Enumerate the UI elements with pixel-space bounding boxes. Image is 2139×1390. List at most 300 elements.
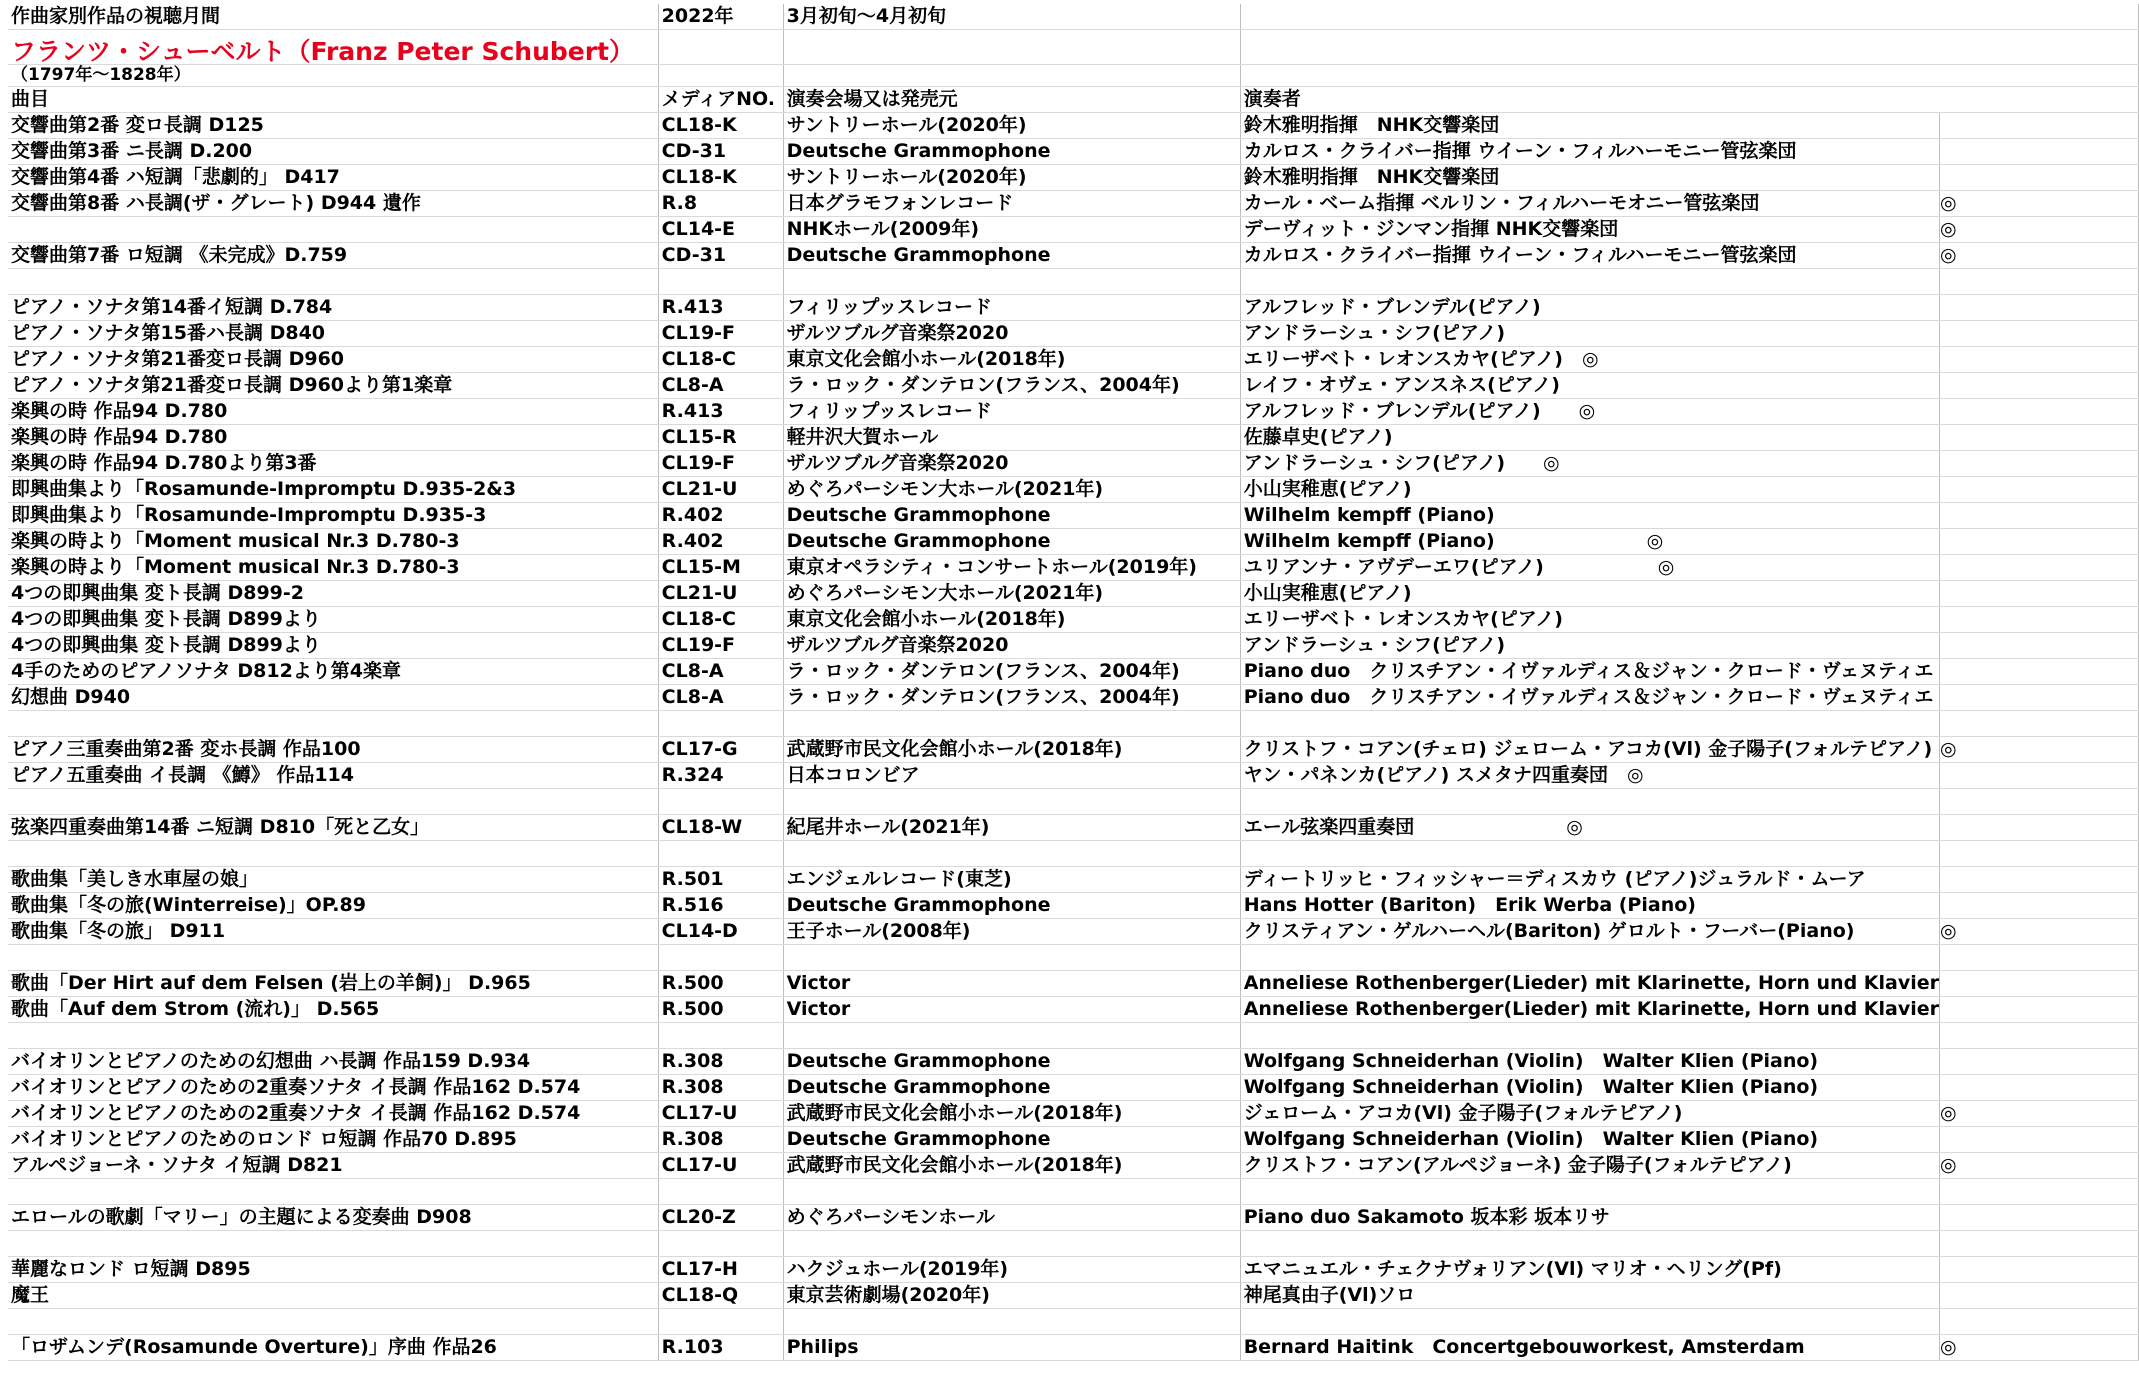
work-cell[interactable]: バイオリンとピアノのための幻想曲 ハ長調 作品159 D.934 xyxy=(8,1049,658,1075)
performer-cell[interactable]: Wolfgang Schneiderhan (Violin) Walter Klien (Piano) xyxy=(1240,1127,1939,1153)
rating-mark-cell[interactable] xyxy=(1940,399,2139,425)
venue-cell[interactable]: ハクジュホール(2019年) xyxy=(783,1257,1240,1283)
media-cell[interactable]: R.500 xyxy=(658,971,783,997)
rating-mark-cell[interactable] xyxy=(1940,841,2139,867)
rating-mark-cell[interactable] xyxy=(1940,1023,2139,1049)
media-cell[interactable]: CL17-G xyxy=(658,737,783,763)
empty-cell[interactable] xyxy=(1240,4,2138,30)
venue-cell[interactable]: 武蔵野市民文化会館小ホール(2018年) xyxy=(783,1153,1240,1179)
rating-mark-cell[interactable] xyxy=(1940,425,2139,451)
venue-cell[interactable]: エンジェルレコード(東芝) xyxy=(783,867,1240,893)
rating-mark-cell[interactable] xyxy=(1940,139,2139,165)
venue-cell[interactable]: ラ・ロック・ダンテロン(フランス、2004年) xyxy=(783,373,1240,399)
work-cell[interactable]: 交響曲第4番 ハ短調「悲劇的」 D417 xyxy=(8,165,658,191)
venue-cell[interactable]: Victor xyxy=(783,997,1240,1023)
work-cell[interactable]: バイオリンとピアノのためのロンド ロ短調 作品70 D.895 xyxy=(8,1127,658,1153)
performer-cell[interactable]: カール・ベーム指揮 ベルリン・フィルハーモオニー管弦楽団 xyxy=(1240,191,1939,217)
work-cell[interactable] xyxy=(8,789,658,815)
media-cell[interactable]: CL19-F xyxy=(658,633,783,659)
media-cell[interactable]: R.308 xyxy=(658,1049,783,1075)
empty-cell[interactable] xyxy=(658,65,783,87)
table-row xyxy=(8,997,2139,1023)
performer-cell[interactable]: アルフレッド・ブレンデル(ピアノ) ◎ xyxy=(1240,399,1939,425)
venue-cell[interactable] xyxy=(783,1309,1240,1335)
media-cell[interactable]: CL20-Z xyxy=(658,1205,783,1231)
work-cell[interactable]: バイオリンとピアノのための2重奏ソナタ イ長調 作品162 D.574 xyxy=(8,1101,658,1127)
work-cell[interactable] xyxy=(8,711,658,737)
spreadsheet-table xyxy=(8,4,2139,1361)
media-cell[interactable]: CL18-K xyxy=(658,113,783,139)
venue-cell[interactable] xyxy=(783,269,1240,295)
performer-cell[interactable] xyxy=(1240,1023,1939,1049)
work-cell[interactable]: 歌曲「Der Hirt auf dem Felsen (岩上の羊飼)」 D.965 xyxy=(8,971,658,997)
media-cell[interactable]: CL18-K xyxy=(658,165,783,191)
work-cell[interactable]: 4つの即興曲集 変ト長調 D899-2 xyxy=(8,581,658,607)
venue-cell[interactable]: Deutsche Grammophone xyxy=(783,243,1240,269)
table-row xyxy=(8,919,2139,945)
table-row xyxy=(8,1231,2139,1257)
venue-cell[interactable]: めぐろパーシモン大ホール(2021年) xyxy=(783,477,1240,503)
rating-mark-cell[interactable] xyxy=(1940,269,2139,295)
work-cell[interactable]: 歌曲「Auf dem Strom (流れ)」 D.565 xyxy=(8,997,658,1023)
venue-cell[interactable] xyxy=(783,711,1240,737)
media-cell[interactable]: CL21-U xyxy=(658,581,783,607)
sheet-header-row xyxy=(8,4,2139,30)
rating-mark-cell[interactable] xyxy=(1940,789,2139,815)
media-cell[interactable]: R.402 xyxy=(658,503,783,529)
rating-mark-cell[interactable] xyxy=(1940,373,2139,399)
table-row xyxy=(8,1309,2139,1335)
performer-cell[interactable]: カルロス・クライバー指揮 ウイーン・フィルハーモニー管弦楽団 xyxy=(1240,139,1939,165)
rating-mark-cell[interactable]: ◎ xyxy=(1940,1335,2139,1361)
work-cell[interactable]: エロールの歌劇「マリー」の主題による変奏曲 D908 xyxy=(8,1205,658,1231)
venue-cell[interactable]: ザルツブルグ音楽祭2020 xyxy=(783,321,1240,347)
rating-mark-cell[interactable] xyxy=(1940,1075,2139,1101)
work-cell[interactable]: ピアノ三重奏曲第2番 変ホ長調 作品100 xyxy=(8,737,658,763)
performer-cell[interactable]: クリスティアン・ゲルハーヘル(Bariton) ゲロルト・フーバー(Piano) xyxy=(1240,919,1939,945)
table-row xyxy=(8,841,2139,867)
venue-cell[interactable] xyxy=(783,945,1240,971)
table-row xyxy=(8,893,2139,919)
table-row xyxy=(8,1075,2139,1101)
media-cell[interactable]: CD-31 xyxy=(658,139,783,165)
performer-cell[interactable]: クリストフ・コアン(チェロ) ジェローム・アコカ(Vl) 金子陽子(フォルテピアノ) xyxy=(1240,737,1939,763)
venue-cell[interactable]: 日本コロンビア xyxy=(783,763,1240,789)
rating-mark-cell[interactable]: ◎ xyxy=(1940,243,2139,269)
media-cell[interactable]: CL18-C xyxy=(658,607,783,633)
performer-cell[interactable]: Wolfgang Schneiderhan (Violin) Walter Klien (Piano) xyxy=(1240,1075,1939,1101)
performer-cell[interactable]: アンドラーシュ・シフ(ピアノ) ◎ xyxy=(1240,451,1939,477)
rating-mark-cell[interactable] xyxy=(1940,607,2139,633)
rating-mark-cell[interactable]: ◎ xyxy=(1940,191,2139,217)
table-row xyxy=(8,763,2139,789)
table-row xyxy=(8,425,2139,451)
rating-mark-cell[interactable] xyxy=(1940,711,2139,737)
work-cell[interactable]: 「ロザムンデ(Rosamunde Overture)」序曲 作品26 xyxy=(8,1335,658,1361)
work-cell[interactable]: 弦楽四重奏曲第14番 ニ短調 D810「死と乙女」 xyxy=(8,815,658,841)
work-cell[interactable]: 楽興の時 作品94 D.780 xyxy=(8,425,658,451)
work-cell[interactable]: 楽興の時より「Moment musical Nr.3 D.780-3 xyxy=(8,529,658,555)
media-cell[interactable] xyxy=(658,711,783,737)
work-cell[interactable] xyxy=(8,1179,658,1205)
venue-cell[interactable] xyxy=(783,1179,1240,1205)
work-cell[interactable]: 楽興の時より「Moment musical Nr.3 D.780-3 xyxy=(8,555,658,581)
rating-mark-cell[interactable]: ◎ xyxy=(1940,1101,2139,1127)
work-cell[interactable]: 楽興の時 作品94 D.780 xyxy=(8,399,658,425)
performer-cell[interactable]: Wilhelm kempff (Piano) xyxy=(1240,503,1939,529)
rating-mark-cell[interactable] xyxy=(1940,867,2139,893)
performer-cell[interactable]: Anneliese Rothenberger(Lieder) mit Klarinette, Horn und Klavier xyxy=(1240,971,1939,997)
performer-cell[interactable]: アンドラーシュ・シフ(ピアノ) xyxy=(1240,633,1939,659)
venue-cell[interactable]: 東京文化会館小ホール(2018年) xyxy=(783,607,1240,633)
empty-cell[interactable] xyxy=(1240,65,2138,87)
table-row xyxy=(8,165,2139,191)
venue-cell[interactable]: めぐろパーシモン大ホール(2021年) xyxy=(783,581,1240,607)
rating-mark-cell[interactable] xyxy=(1940,685,2139,711)
table-row xyxy=(8,1335,2139,1361)
performer-cell[interactable]: デーヴィット・ジンマン指揮 NHK交響楽団 xyxy=(1240,217,1939,243)
media-cell[interactable]: CL15-R xyxy=(658,425,783,451)
rating-mark-cell[interactable] xyxy=(1940,945,2139,971)
rating-mark-cell[interactable]: ◎ xyxy=(1940,1153,2139,1179)
performer-cell[interactable]: エール弦楽四重奏団 ◎ xyxy=(1240,815,1939,841)
composer-years-cell[interactable]: （1797年～1828年） xyxy=(8,65,658,87)
work-cell[interactable]: 魔王 xyxy=(8,1283,658,1309)
rating-mark-cell[interactable] xyxy=(1940,1049,2139,1075)
media-cell[interactable]: CL17-H xyxy=(658,1257,783,1283)
table-row xyxy=(8,581,2139,607)
media-cell[interactable]: R.501 xyxy=(658,867,783,893)
work-cell[interactable]: 交響曲第2番 変ロ長調 D125 xyxy=(8,113,658,139)
work-cell[interactable]: ピアノ五重奏曲 イ長調 《鱒》 作品114 xyxy=(8,763,658,789)
performer-cell[interactable]: エマニュエル・チェクナヴォリアン(Vl) マリオ・ヘリング(Pf) xyxy=(1240,1257,1939,1283)
work-cell[interactable]: 楽興の時 作品94 D.780より第3番 xyxy=(8,451,658,477)
performer-cell[interactable]: Hans Hotter (Bariton) Erik Werba (Piano) xyxy=(1240,893,1939,919)
table-row xyxy=(8,867,2139,893)
media-cell[interactable]: R.413 xyxy=(658,399,783,425)
venue-cell[interactable]: フィリップッスレコード xyxy=(783,399,1240,425)
media-cell[interactable]: R.516 xyxy=(658,893,783,919)
venue-cell[interactable]: Deutsche Grammophone xyxy=(783,503,1240,529)
rating-mark-cell[interactable] xyxy=(1940,1257,2139,1283)
rating-mark-cell[interactable]: ◎ xyxy=(1940,919,2139,945)
table-row xyxy=(8,347,2139,373)
media-cell[interactable]: R.402 xyxy=(658,529,783,555)
work-cell[interactable]: 4つの即興曲集 変ト長調 D899より xyxy=(8,633,658,659)
performer-cell[interactable]: 佐藤卓史(ピアノ) xyxy=(1240,425,1939,451)
work-cell[interactable]: 即興曲集より「Rosamunde-Impromptu D.935-2&3 xyxy=(8,477,658,503)
performer-cell[interactable]: ジェローム・アコカ(Vl) 金子陽子(フォルテピアノ) xyxy=(1240,1101,1939,1127)
work-cell[interactable]: 歌曲集「美しき水車屋の娘」 xyxy=(8,867,658,893)
empty-cell[interactable] xyxy=(1240,30,2138,65)
venue-cell[interactable]: NHKホール(2009年) xyxy=(783,217,1240,243)
column-header-venue[interactable]: 演奏会場又は発売元 xyxy=(783,87,1240,113)
work-cell[interactable]: 交響曲第8番 ハ長調(ザ・グレート) D944 遺作 xyxy=(8,191,658,217)
venue-cell[interactable]: サントリーホール(2020年) xyxy=(783,113,1240,139)
column-header-performer[interactable]: 演奏者 xyxy=(1240,87,2138,113)
media-cell[interactable]: CL19-F xyxy=(658,321,783,347)
performer-cell[interactable]: エリーザベト・レオンスカヤ(ピアノ) ◎ xyxy=(1240,347,1939,373)
media-cell[interactable]: CL19-F xyxy=(658,451,783,477)
venue-cell[interactable]: 東京芸術劇場(2020年) xyxy=(783,1283,1240,1309)
venue-cell[interactable]: ラ・ロック・ダンテロン(フランス、2004年) xyxy=(783,659,1240,685)
work-cell[interactable] xyxy=(8,945,658,971)
venue-cell[interactable]: 軽井沢大賀ホール xyxy=(783,425,1240,451)
work-cell[interactable] xyxy=(8,1023,658,1049)
table-row xyxy=(8,217,2139,243)
table-row xyxy=(8,269,2139,295)
media-cell[interactable]: CL18-W xyxy=(658,815,783,841)
venue-cell[interactable]: 王子ホール(2008年) xyxy=(783,919,1240,945)
venue-cell[interactable] xyxy=(783,1231,1240,1257)
venue-cell[interactable]: めぐろパーシモンホール xyxy=(783,1205,1240,1231)
composer-years-row xyxy=(8,65,2139,87)
work-cell[interactable]: 4手のためのピアノソナタ D812より第4楽章 xyxy=(8,659,658,685)
performer-cell[interactable]: エリーザベト・レオンスカヤ(ピアノ) xyxy=(1240,607,1939,633)
rating-mark-cell[interactable] xyxy=(1940,165,2139,191)
performer-cell[interactable]: Piano duo Sakamoto 坂本彩 坂本リサ xyxy=(1240,1205,1939,1231)
table-row xyxy=(8,971,2139,997)
venue-cell[interactable]: Deutsche Grammophone xyxy=(783,1127,1240,1153)
venue-cell[interactable]: Deutsche Grammophone xyxy=(783,893,1240,919)
performer-cell[interactable]: ユリアンナ・アヴデーエワ(ピアノ) ◎ xyxy=(1240,555,1939,581)
rating-mark-cell[interactable] xyxy=(1940,503,2139,529)
column-header-media[interactable]: メディアNO. xyxy=(658,87,783,113)
work-cell[interactable]: 歌曲集「冬の旅(Winterreise)」OP.89 xyxy=(8,893,658,919)
media-cell[interactable] xyxy=(658,841,783,867)
rating-mark-cell[interactable] xyxy=(1940,451,2139,477)
performer-cell[interactable] xyxy=(1240,269,1939,295)
work-cell[interactable] xyxy=(8,269,658,295)
media-cell[interactable]: R.103 xyxy=(658,1335,783,1361)
work-cell[interactable]: 交響曲第7番 ロ短調 《未完成》D.759 xyxy=(8,243,658,269)
work-cell[interactable] xyxy=(8,1231,658,1257)
work-cell[interactable]: アルペジョーネ・ソナタ イ短調 D821 xyxy=(8,1153,658,1179)
venue-cell[interactable]: 日本グラモフォンレコード xyxy=(783,191,1240,217)
empty-cell[interactable] xyxy=(658,30,783,65)
performer-cell[interactable]: 小山実稚恵(ピアノ) xyxy=(1240,581,1939,607)
rating-mark-cell[interactable]: ◎ xyxy=(1940,217,2139,243)
table-row xyxy=(8,1283,2139,1309)
work-cell[interactable] xyxy=(8,841,658,867)
work-cell[interactable]: ピアノ・ソナタ第21番変ロ長調 D960より第1楽章 xyxy=(8,373,658,399)
empty-cell[interactable] xyxy=(783,30,1240,65)
performer-cell[interactable]: 鈴木雅明指揮 NHK交響楽団 xyxy=(1240,165,1939,191)
table-row xyxy=(8,1127,2139,1153)
performer-cell[interactable]: Wolfgang Schneiderhan (Violin) Walter Klien (Piano) xyxy=(1240,1049,1939,1075)
work-cell[interactable]: ピアノ・ソナタ第21番変ロ長調 D960 xyxy=(8,347,658,373)
work-cell[interactable]: ピアノ・ソナタ第15番ハ長調 D840 xyxy=(8,321,658,347)
media-cell[interactable]: R.8 xyxy=(658,191,783,217)
work-cell[interactable]: 華麗なロンド ロ短調 D895 xyxy=(8,1257,658,1283)
venue-cell[interactable]: ラ・ロック・ダンテロン(フランス、2004年) xyxy=(783,685,1240,711)
table-row xyxy=(8,529,2139,555)
venue-cell[interactable] xyxy=(783,789,1240,815)
work-cell[interactable]: 幻想曲 D940 xyxy=(8,685,658,711)
performer-cell[interactable]: 小山実稚恵(ピアノ) xyxy=(1240,477,1939,503)
table-row xyxy=(8,1257,2139,1283)
rating-mark-cell[interactable] xyxy=(1940,997,2139,1023)
table-row xyxy=(8,451,2139,477)
rating-mark-cell[interactable] xyxy=(1940,763,2139,789)
rating-mark-cell[interactable] xyxy=(1940,581,2139,607)
performer-cell[interactable] xyxy=(1240,711,1939,737)
work-cell[interactable]: ピアノ・ソナタ第14番イ短調 D.784 xyxy=(8,295,658,321)
media-cell[interactable]: CL8-A xyxy=(658,659,783,685)
performer-cell[interactable]: Piano duo クリスチアン・イヴァルディス＆ジャン・クロード・ヴェヌティエ xyxy=(1240,685,1939,711)
media-cell[interactable]: CL18-C xyxy=(658,347,783,373)
table-row xyxy=(8,1049,2139,1075)
venue-cell[interactable]: 紀尾井ホール(2021年) xyxy=(783,815,1240,841)
performer-cell[interactable]: ヤン・パネンカ(ピアノ) スメタナ四重奏団 ◎ xyxy=(1240,763,1939,789)
media-cell[interactable]: CL8-A xyxy=(658,685,783,711)
work-cell[interactable] xyxy=(8,1309,658,1335)
table-row xyxy=(8,113,2139,139)
work-cell[interactable]: バイオリンとピアノのための2重奏ソナタ イ長調 作品162 D.574 xyxy=(8,1075,658,1101)
performer-cell[interactable] xyxy=(1240,1309,1939,1335)
performer-cell[interactable]: Piano duo クリスチアン・イヴァルディス＆ジャン・クロード・ヴェヌティエ xyxy=(1240,659,1939,685)
table-row xyxy=(8,139,2139,165)
performer-cell[interactable]: アンドラーシュ・シフ(ピアノ) xyxy=(1240,321,1939,347)
performer-cell[interactable]: Wilhelm kempff (Piano) ◎ xyxy=(1240,529,1939,555)
table-row xyxy=(8,815,2139,841)
media-cell[interactable]: R.413 xyxy=(658,295,783,321)
media-cell[interactable]: CD-31 xyxy=(658,243,783,269)
table-row xyxy=(8,1023,2139,1049)
media-cell[interactable]: R.500 xyxy=(658,997,783,1023)
rating-mark-cell[interactable] xyxy=(1940,633,2139,659)
work-cell[interactable] xyxy=(8,217,658,243)
venue-cell[interactable]: Deutsche Grammophone xyxy=(783,1049,1240,1075)
venue-cell[interactable]: 東京文化会館小ホール(2018年) xyxy=(783,347,1240,373)
rating-mark-cell[interactable] xyxy=(1940,971,2139,997)
rating-mark-cell[interactable] xyxy=(1940,1205,2139,1231)
rating-mark-cell[interactable] xyxy=(1940,477,2139,503)
table-row xyxy=(8,659,2139,685)
rating-mark-cell[interactable] xyxy=(1940,1309,2139,1335)
table-row xyxy=(8,399,2139,425)
rating-mark-cell[interactable] xyxy=(1940,555,2139,581)
table-row xyxy=(8,607,2139,633)
venue-cell[interactable]: 武蔵野市民文化会館小ホール(2018年) xyxy=(783,737,1240,763)
period-cell[interactable]: 3月初旬～4月初旬 xyxy=(783,4,1240,30)
performer-cell[interactable]: ディートリッヒ・フィッシャー＝ディスカウ (ピアノ)ジュラルド・ムーア xyxy=(1240,867,1939,893)
rating-mark-cell[interactable] xyxy=(1940,321,2139,347)
table-row xyxy=(8,555,2139,581)
media-cell[interactable]: R.308 xyxy=(658,1127,783,1153)
media-cell[interactable] xyxy=(658,945,783,971)
rating-mark-cell[interactable] xyxy=(1940,113,2139,139)
performer-cell[interactable] xyxy=(1240,789,1939,815)
performer-cell[interactable] xyxy=(1240,1231,1939,1257)
venue-cell[interactable]: Deutsche Grammophone xyxy=(783,139,1240,165)
media-cell[interactable]: R.308 xyxy=(658,1075,783,1101)
media-cell[interactable]: CL21-U xyxy=(658,477,783,503)
venue-cell[interactable]: Deutsche Grammophone xyxy=(783,529,1240,555)
rating-mark-cell[interactable] xyxy=(1940,347,2139,373)
venue-cell[interactable]: Philips xyxy=(783,1335,1240,1361)
year-cell[interactable]: 2022年 xyxy=(658,4,783,30)
venue-cell[interactable] xyxy=(783,841,1240,867)
venue-cell[interactable]: ザルツブルグ音楽祭2020 xyxy=(783,633,1240,659)
venue-cell[interactable]: 武蔵野市民文化会館小ホール(2018年) xyxy=(783,1101,1240,1127)
performer-cell[interactable]: Anneliese Rothenberger(Lieder) mit Klarinette, Horn und Klavier xyxy=(1240,997,1939,1023)
rating-mark-cell[interactable] xyxy=(1940,1179,2139,1205)
rating-mark-cell[interactable] xyxy=(1940,659,2139,685)
media-cell[interactable] xyxy=(658,269,783,295)
performer-cell[interactable]: レイフ・オヴェ・アンスネス(ピアノ) xyxy=(1240,373,1939,399)
table-row xyxy=(8,633,2139,659)
table-row xyxy=(8,1179,2139,1205)
table-row xyxy=(8,1101,2139,1127)
work-cell[interactable]: 4つの即興曲集 変ト長調 D899より xyxy=(8,607,658,633)
rating-mark-cell[interactable] xyxy=(1940,1127,2139,1153)
table-row xyxy=(8,373,2139,399)
table-row xyxy=(8,321,2139,347)
performer-cell[interactable]: クリストフ・コアン(アルペジョーネ) 金子陽子(フォルテピアノ) xyxy=(1240,1153,1939,1179)
performer-cell[interactable]: カルロス・クライバー指揮 ウイーン・フィルハーモニー管弦楽団 xyxy=(1240,243,1939,269)
rating-mark-cell[interactable] xyxy=(1940,1283,2139,1309)
sheet-title-cell[interactable]: 作曲家別作品の視聴月間 xyxy=(8,4,658,30)
venue-cell[interactable]: Victor xyxy=(783,971,1240,997)
column-header-work[interactable]: 曲目 xyxy=(8,87,658,113)
performer-cell[interactable] xyxy=(1240,841,1939,867)
composer-row xyxy=(8,30,2139,65)
performer-cell[interactable]: 神尾真由子(Vl)ソロ xyxy=(1240,1283,1939,1309)
composer-name-cell[interactable]: フランツ・シューベルト（Franz Peter Schubert） xyxy=(8,30,658,65)
rating-mark-cell[interactable] xyxy=(1940,893,2139,919)
work-cell[interactable]: 歌曲集「冬の旅」 D911 xyxy=(8,919,658,945)
media-cell[interactable]: CL18-Q xyxy=(658,1283,783,1309)
media-cell[interactable]: R.324 xyxy=(658,763,783,789)
rating-mark-cell[interactable]: ◎ xyxy=(1940,737,2139,763)
table-row xyxy=(8,1153,2139,1179)
performer-cell[interactable]: 鈴木雅明指揮 NHK交響楽団 xyxy=(1240,113,1939,139)
work-cell[interactable]: 即興曲集より「Rosamunde-Impromptu D.935-3 xyxy=(8,503,658,529)
media-cell[interactable] xyxy=(658,1023,783,1049)
media-cell[interactable] xyxy=(658,1231,783,1257)
empty-cell[interactable] xyxy=(783,65,1240,87)
venue-cell[interactable]: フィリップッスレコード xyxy=(783,295,1240,321)
venue-cell[interactable]: ザルツブルグ音楽祭2020 xyxy=(783,451,1240,477)
media-cell[interactable]: CL17-U xyxy=(658,1153,783,1179)
media-cell[interactable]: CL17-U xyxy=(658,1101,783,1127)
rating-mark-cell[interactable] xyxy=(1940,295,2139,321)
venue-cell[interactable] xyxy=(783,1023,1240,1049)
media-cell[interactable] xyxy=(658,1309,783,1335)
performer-cell[interactable] xyxy=(1240,945,1939,971)
media-cell[interactable]: CL15-M xyxy=(658,555,783,581)
performer-cell[interactable]: Bernard Haitink Concertgebouworkest, Amsterdam xyxy=(1240,1335,1939,1361)
venue-cell[interactable]: サントリーホール(2020年) xyxy=(783,165,1240,191)
media-cell[interactable]: CL14-E xyxy=(658,217,783,243)
rating-mark-cell[interactable] xyxy=(1940,815,2139,841)
media-cell[interactable]: CL8-A xyxy=(658,373,783,399)
table-row xyxy=(8,243,2139,269)
performer-cell[interactable]: アルフレッド・ブレンデル(ピアノ) xyxy=(1240,295,1939,321)
venue-cell[interactable]: 東京オペラシティ・コンサートホール(2019年) xyxy=(783,555,1240,581)
table-row xyxy=(8,789,2139,815)
media-cell[interactable] xyxy=(658,1179,783,1205)
table-row xyxy=(8,685,2139,711)
media-cell[interactable] xyxy=(658,789,783,815)
performer-cell[interactable] xyxy=(1240,1179,1939,1205)
rating-mark-cell[interactable] xyxy=(1940,529,2139,555)
rating-mark-cell[interactable] xyxy=(1940,1231,2139,1257)
media-cell[interactable]: CL14-D xyxy=(658,919,783,945)
work-cell[interactable]: 交響曲第3番 ニ長調 D.200 xyxy=(8,139,658,165)
venue-cell[interactable]: Deutsche Grammophone xyxy=(783,1075,1240,1101)
